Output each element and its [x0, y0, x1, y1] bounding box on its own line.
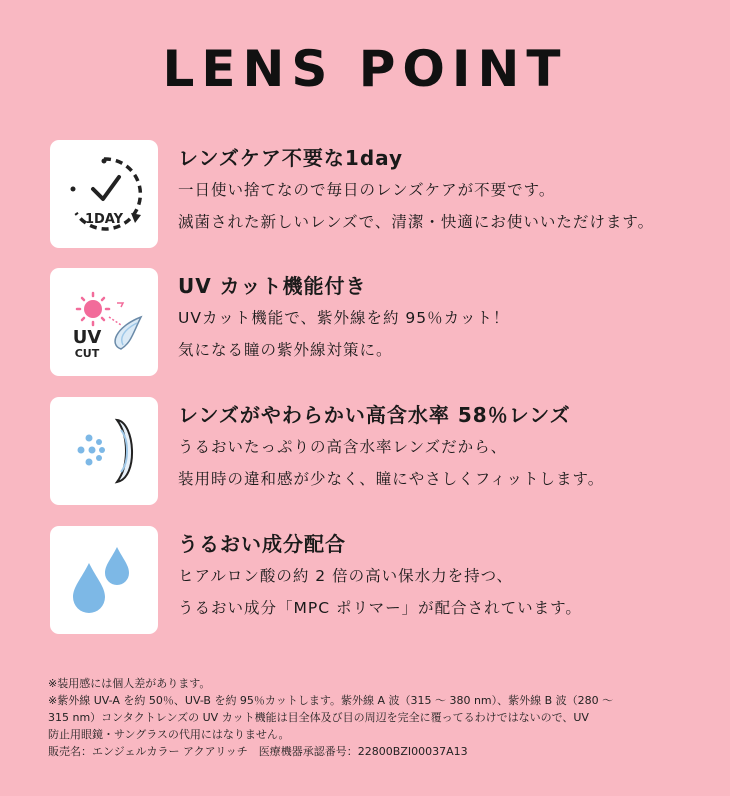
icon-card	[50, 140, 158, 248]
item-title: レンズがやわらかい高含水率 58％レンズ	[178, 403, 571, 427]
uv-cut-icon	[59, 277, 149, 367]
item-title: うるおい成分配合	[178, 532, 346, 556]
item-line-2: うるおい成分「MPC ポリマー」が配合されています。	[178, 599, 582, 617]
cut-label: CUT	[74, 347, 100, 360]
item-line-1: 一日使い捨てなので毎日のレンズケアが不要です。	[178, 181, 556, 199]
item-line-2: 滅菌された新しいレンズで、清潔・快適にお使いいただけます。	[178, 213, 655, 231]
moisture-dots-icon	[78, 435, 106, 466]
footnote: 315 nm）コンタクトレンズの UV カット機能は目全体及び目の周辺を完全に覆ってるわけではないので、UV	[48, 711, 589, 724]
icon-card	[50, 397, 158, 505]
item-line-2: 気になる瞳の紫外線対策に。	[178, 341, 393, 359]
footnote: ※装用感には個人差があります。	[48, 677, 211, 690]
footnote: 販売名：エンジェルカラー アクアリッチ 医療機器承認番号：22800BZI00037A13	[48, 745, 468, 758]
1day-clock-icon	[59, 149, 149, 239]
feature-item-moist-lens	[50, 397, 710, 507]
item-line-2: 装用時の違和感が少なく、瞳にやさしくフィットします。	[178, 470, 605, 488]
item-title: レンズケア不要な1day	[178, 146, 404, 170]
footnotes	[48, 675, 688, 760]
icon-card	[50, 268, 158, 376]
item-line-1: UVカット機能で、紫外線を約 95％カット！	[178, 309, 510, 327]
footnote: ※紫外線 UV-A を約 50％、UV-B を約 95％カットします。紫外線 A 波（315 ～ 380 nm）、紫外線 B 波（280 ～	[48, 694, 614, 707]
page-title: LENS POINT	[162, 40, 568, 98]
water-drops-icon	[59, 535, 149, 625]
footnote: 防止用眼鏡・サングラスの代用にはなりません。	[48, 728, 290, 741]
lens-icon	[115, 317, 141, 349]
moist-lens-icon	[59, 406, 149, 496]
feature-item-1day	[50, 140, 710, 250]
item-line-1: ヒアルロン酸の約 2 倍の高い保水力を持つ、	[178, 567, 513, 585]
item-line-1: うるおいたっぷりの高含水率レンズだから、	[178, 438, 508, 456]
sun-icon	[77, 293, 109, 325]
item-title: UV カット機能付き	[178, 274, 367, 298]
uv-label: UV	[72, 327, 102, 348]
feature-item-uv-cut	[50, 268, 710, 378]
1day-label: 1DAY	[84, 212, 124, 227]
feature-item-moisture-ingredient	[50, 526, 710, 636]
lens-icon	[117, 420, 132, 482]
icon-card	[50, 526, 158, 634]
